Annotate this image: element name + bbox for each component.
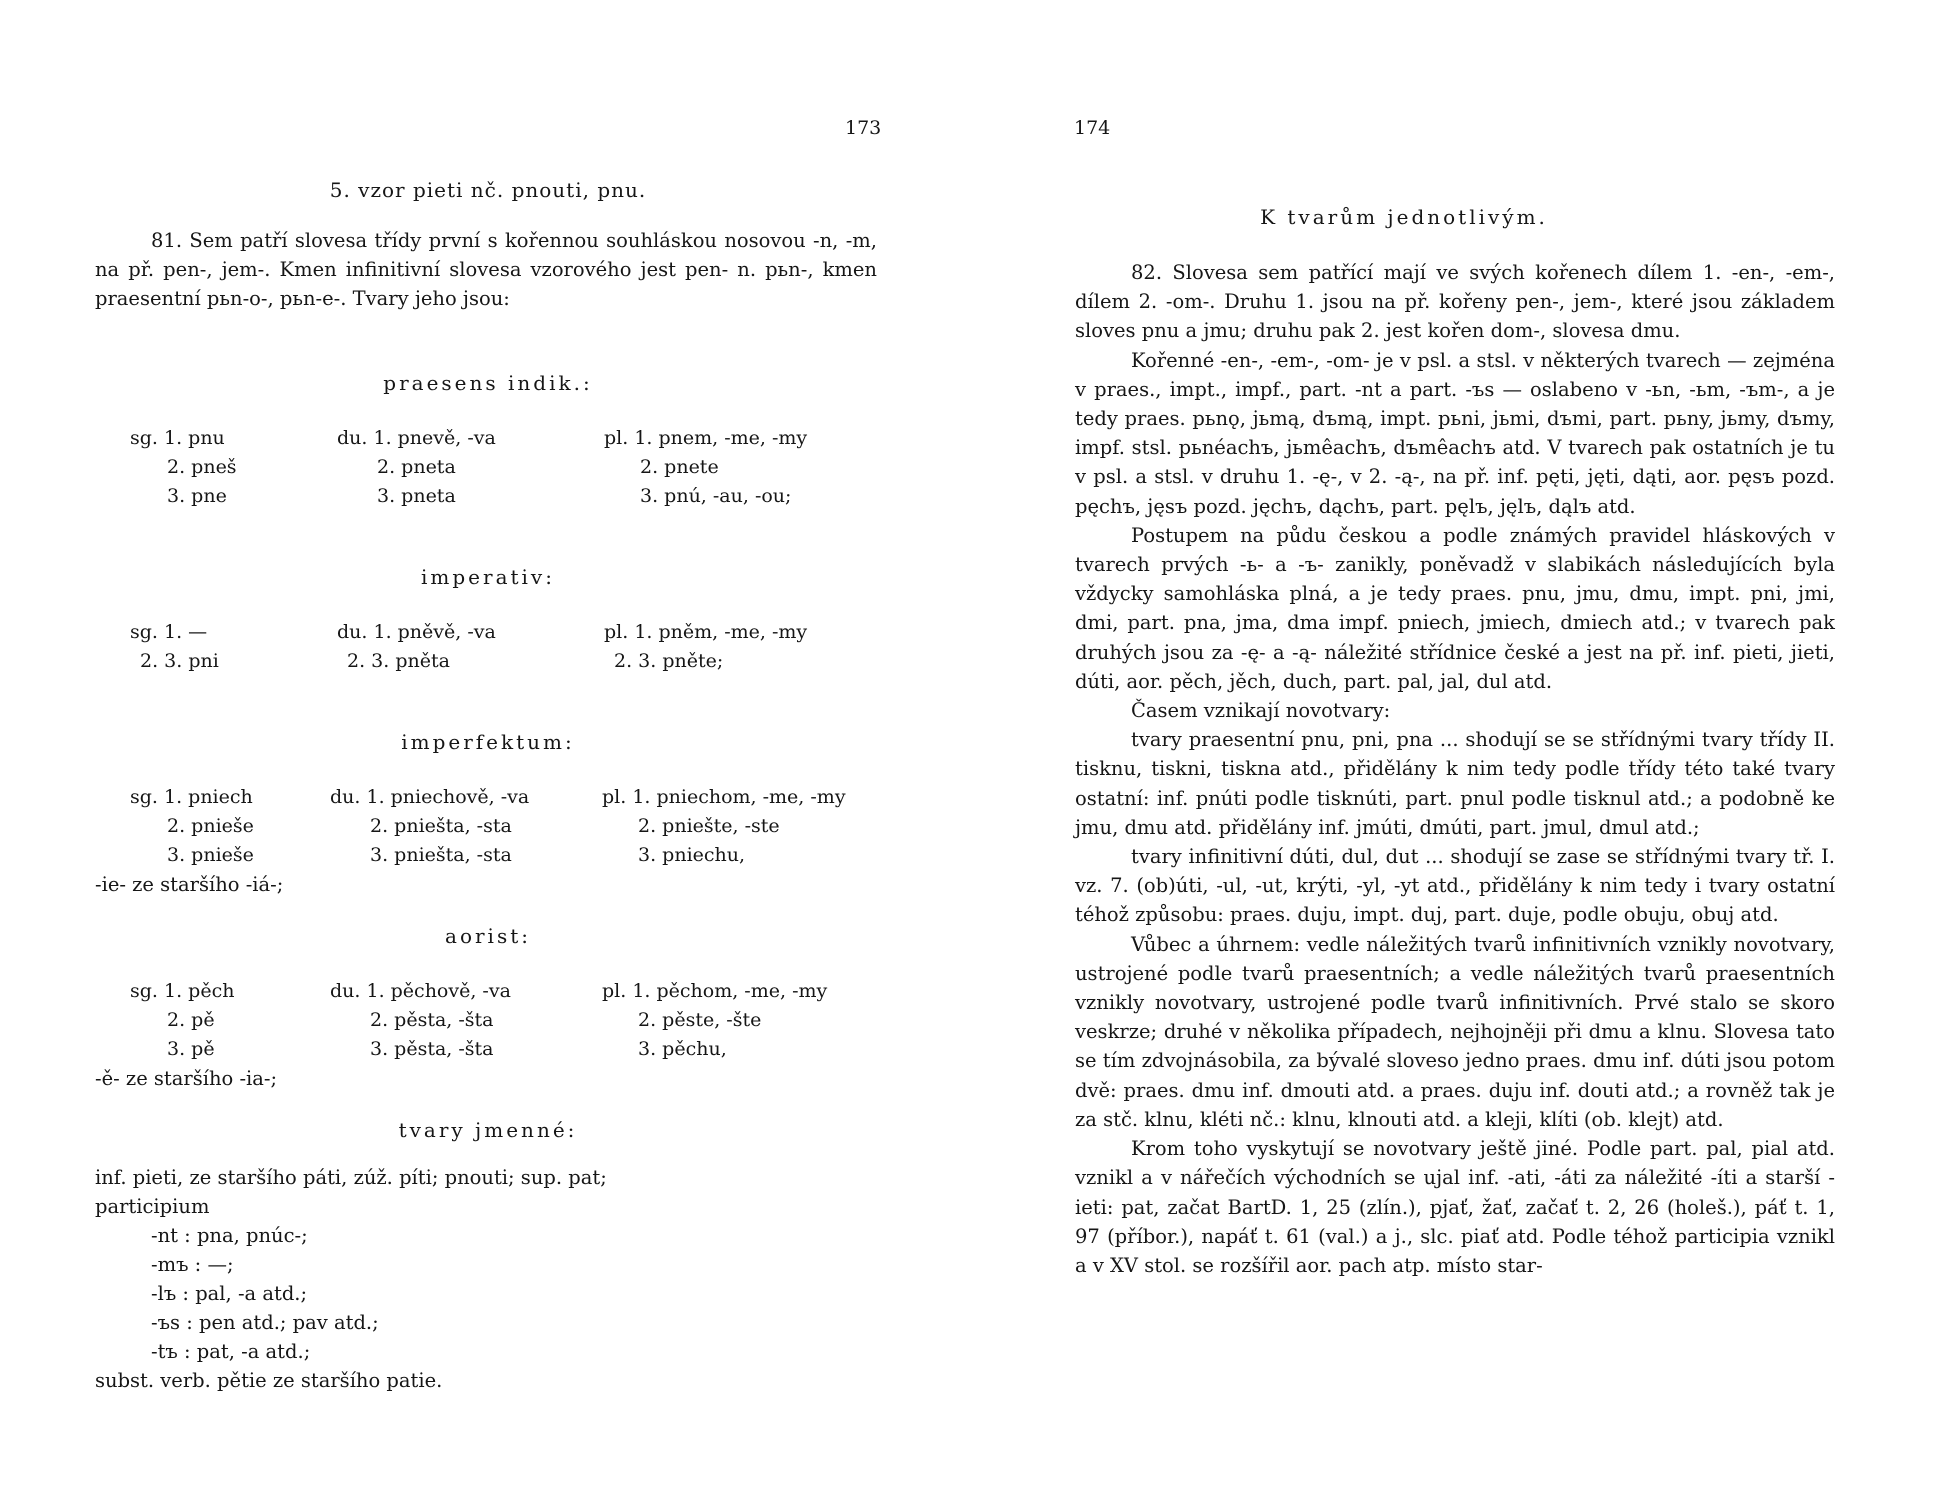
du-column xyxy=(330,977,511,1064)
cell: 3. pěsta, -šta xyxy=(370,1038,494,1060)
cell: du. 1. pnevě, -va xyxy=(337,427,496,449)
du-column xyxy=(337,618,496,676)
cell: 2. pniešte, -ste xyxy=(638,815,780,837)
line: -tъ : pat, -a atd.; xyxy=(151,1340,311,1363)
jmenne-title: tvary jmenné: xyxy=(398,1118,578,1142)
cell: 2. 3. pni xyxy=(140,650,219,672)
line: participium xyxy=(95,1195,210,1218)
section-title: 5. vzor pieti nč. pnouti, pnu. xyxy=(329,178,647,202)
imperfektum-title: imperfektum: xyxy=(401,730,575,754)
cell: sg. 1. pěch xyxy=(130,980,235,1002)
paragraph: Vůbec a úhrnem: vedle náležitých tvarů infinitivních vznikly novotvary, ustrojené podle tvarů praesentních; a vedle náležitých tvarů praesentních vznikly novotvary, ustrojené podle tvarů infinitivních. Prvé stalo se skoro veskrze; druhé v několika případech, nejhojněji při dmu a klnu. Slovesa tato se tím zdvojnásobila, za bývalé sloveso jedno praes. dmu inf. dúti jsou potom dvě: praes. dmu inf. dmouti atd. a praes. duju inf. douti atd.; a rovněž tak je za stč. klnu, kléti nč.: klnu, klnouti atd. a kleji, klíti (ob. klejt) atd. xyxy=(1075,932,1835,1131)
paragraph: 82. Slovesa sem patřící mají ve svých kořenech dílem 1. -en-, -em-, dílem 2. -om-. Druhu 1. jsou na př. kořeny pen-, jem-, které jsou základem sloves pnu a jmu; druhu pak 2. jest kořen dom-, slovesa dmu. xyxy=(1075,261,1835,343)
cell: 2. pneta xyxy=(377,456,456,478)
cell: 2. pěsta, -šta xyxy=(370,1009,494,1031)
sg-column xyxy=(130,424,237,511)
cell: du. 1. pniechově, -va xyxy=(330,786,530,808)
cell: 3. pnú, -au, -ou; xyxy=(640,485,792,507)
praesens-table xyxy=(130,424,890,514)
cell: du. 1. pěchově, -va xyxy=(330,980,511,1002)
paragraph: Krom toho vyskytují se novotvary ještě jiné. Podle part. pal, pial atd. vznikl a v nářečích východních se ujal inf. -ati, -áti za náležité -íti a starší -ieti: pat, začat BartD. 1, 25 (zlín.), pjať, žať, začať t. 2, 26 (holeš.), páť t. 1, 97 (příbor.), napáť t. 61 (val.) a j., slc. piať atd. Podle téhož participia vznikl a v XV stol. se rozšířil aor. pach atp. místo star- xyxy=(1075,1137,1835,1277)
cell: sg. 1. pniech xyxy=(130,786,253,808)
cell: 3. pneta xyxy=(377,485,456,507)
cell: 2. pnete xyxy=(640,456,719,478)
line: -nt : pna, pnúc-; xyxy=(151,1224,308,1247)
jmenne-lines xyxy=(95,1163,607,1395)
line: subst. verb. pětie ze staršího patie. xyxy=(95,1369,443,1392)
cell: 3. pniechu, xyxy=(638,844,746,866)
cell: sg. 1. pnu xyxy=(130,427,225,449)
aorist-note: -ě- ze staršího -ia-; xyxy=(95,1067,278,1090)
pl-column xyxy=(602,977,827,1064)
pl-column xyxy=(604,618,807,676)
right-page xyxy=(976,0,1952,1500)
cell: 3. pne xyxy=(167,485,227,507)
paragraph: Kořenné -en-, -em-, -om- je v psl. a stsl. v některých tvarech — zejména v praes., impt., impf., part. -nt a part. -ъs — oslabeno v -ьn, -ьm, -ъm-, a je tedy praes. pьnǫ, jьmą, dъmą, impt. pьni, jьmi, dъmi, part. pьny, jьmy, dъmy, impf. stsl. pьnéachъ, jьmêachъ, dъmêachъ atd. V tvarech pak ostatních je tu v psl. a stsl. v druhu 1. -ę-, v 2. -ą-, na př. inf. pęti, jęti, dąti, aor. pęsъ pozd. pęchъ, jęsъ pozd. jęchъ, dąchъ, part. pęlъ, jęlъ, dąlъ atd. xyxy=(1075,348,1835,518)
imperativ-table xyxy=(130,618,890,678)
aorist-title: aorist: xyxy=(445,924,531,948)
cell: 2. pěste, -šte xyxy=(638,1009,762,1031)
cell: 2. pnieše xyxy=(167,815,254,837)
cell: 2. pniešta, -sta xyxy=(370,815,512,837)
imperfektum-note: -ie- ze staršího -iá-; xyxy=(95,873,284,896)
paragraph: tvary praesentní pnu, pni, pna ... shodují se se střídnými tvary třídy II. tisknu, tiskni, tiskna atd., přidělány k nim tedy podle třídy této také tvary ostatní: inf. pnúti podle tisknúti, part. pnul podle tisknul atd.; a podobně ke jmu, dmu atd. přidělány inf. jmúti, dmúti, part. jmul, dmul atd.; xyxy=(1075,728,1835,839)
imperativ-title: imperativ: xyxy=(421,565,555,589)
aorist-table xyxy=(130,977,890,1067)
cell: pl. 1. pniechom, -me, -my xyxy=(602,786,846,808)
section-title: K tvarům jednotlivým. xyxy=(1260,205,1548,229)
sg-column xyxy=(130,783,254,870)
cell: 3. pniešta, -sta xyxy=(370,844,512,866)
sg-column xyxy=(130,618,219,676)
du-column xyxy=(330,783,529,870)
cell: 3. pěchu, xyxy=(638,1038,727,1060)
du-column xyxy=(337,424,496,511)
paragraph: tvary infinitivní dúti, dul, dut ... shodují se zase se střídnými tvary tř. I. vz. 7. (ob)úti, -ul, -ut, krýti, -yl, -yt atd., přidělány k nim tedy i tvary ostatní téhož způsobu: praes. duju, impt. duj, part. duje, podle obuju, obuj atd. xyxy=(1075,845,1835,927)
page-number: 173 xyxy=(845,117,882,139)
right-body xyxy=(1075,258,1835,1280)
paragraph: 81. Sem patří slovesa třídy první s kořennou souhláskou nosovou -n, -m, na př. pen-, jem-. Kmen infinitivní slovesa vzorového jest pen- n. pьn-, kmen praesentní pьn-o-, pьn-e-. Tvary jeho jsou: xyxy=(95,229,877,311)
imperfektum-table xyxy=(130,783,890,873)
paragraph: Postupem na půdu českou a podle známých pravidel hláskových v tvarech prvých -ь- a -ъ- zanikly, poněvadž v slabikách následujících byla vždycky samohláska plná, a je tedy praes. pnu, jmu, dmu, impt. pni, jmi, dmi, part. pna, jma, dma impf. pniech, jmiech, dmiech atd.; v tvarech pak druhých jsou za -ę- a -ą- náležité střídnice české a jest na př. inf. pieti, jieti, dúti, aor. pěch, jěch, duch, part. pal, jal, dul atd. xyxy=(1075,523,1835,693)
paragraph-81 xyxy=(95,226,877,314)
cell: pl. 1. pnem, -me, -my xyxy=(604,427,808,449)
line: -ъs : pen atd.; pav atd.; xyxy=(151,1311,379,1334)
cell: 3. pě xyxy=(167,1038,215,1060)
paragraph: Časem vznikají novotvary: xyxy=(1131,699,1391,723)
cell: pl. 1. pněm, -me, -my xyxy=(604,621,808,643)
line: inf. pieti, ze staršího páti, zúž. píti; pnouti; sup. pat; xyxy=(95,1166,607,1189)
cell: 2. pneš xyxy=(167,456,237,478)
pl-column xyxy=(604,424,807,511)
cell: du. 1. pněvě, -va xyxy=(337,621,496,643)
cell: pl. 1. pěchom, -me, -my xyxy=(602,980,828,1002)
line: -mъ : —; xyxy=(151,1253,234,1276)
cell: 2. 3. pněte; xyxy=(614,650,724,672)
cell: 2. 3. pněta xyxy=(347,650,450,672)
page-number: 174 xyxy=(1074,117,1111,139)
praesens-title: praesens indik.: xyxy=(383,371,593,395)
pl-column xyxy=(602,783,846,870)
cell: 2. pě xyxy=(167,1009,215,1031)
line: -lъ : pal, -a atd.; xyxy=(151,1282,308,1305)
sg-column xyxy=(130,977,234,1064)
cell: sg. 1. — xyxy=(130,621,208,643)
cell: 3. pnieše xyxy=(167,844,254,866)
